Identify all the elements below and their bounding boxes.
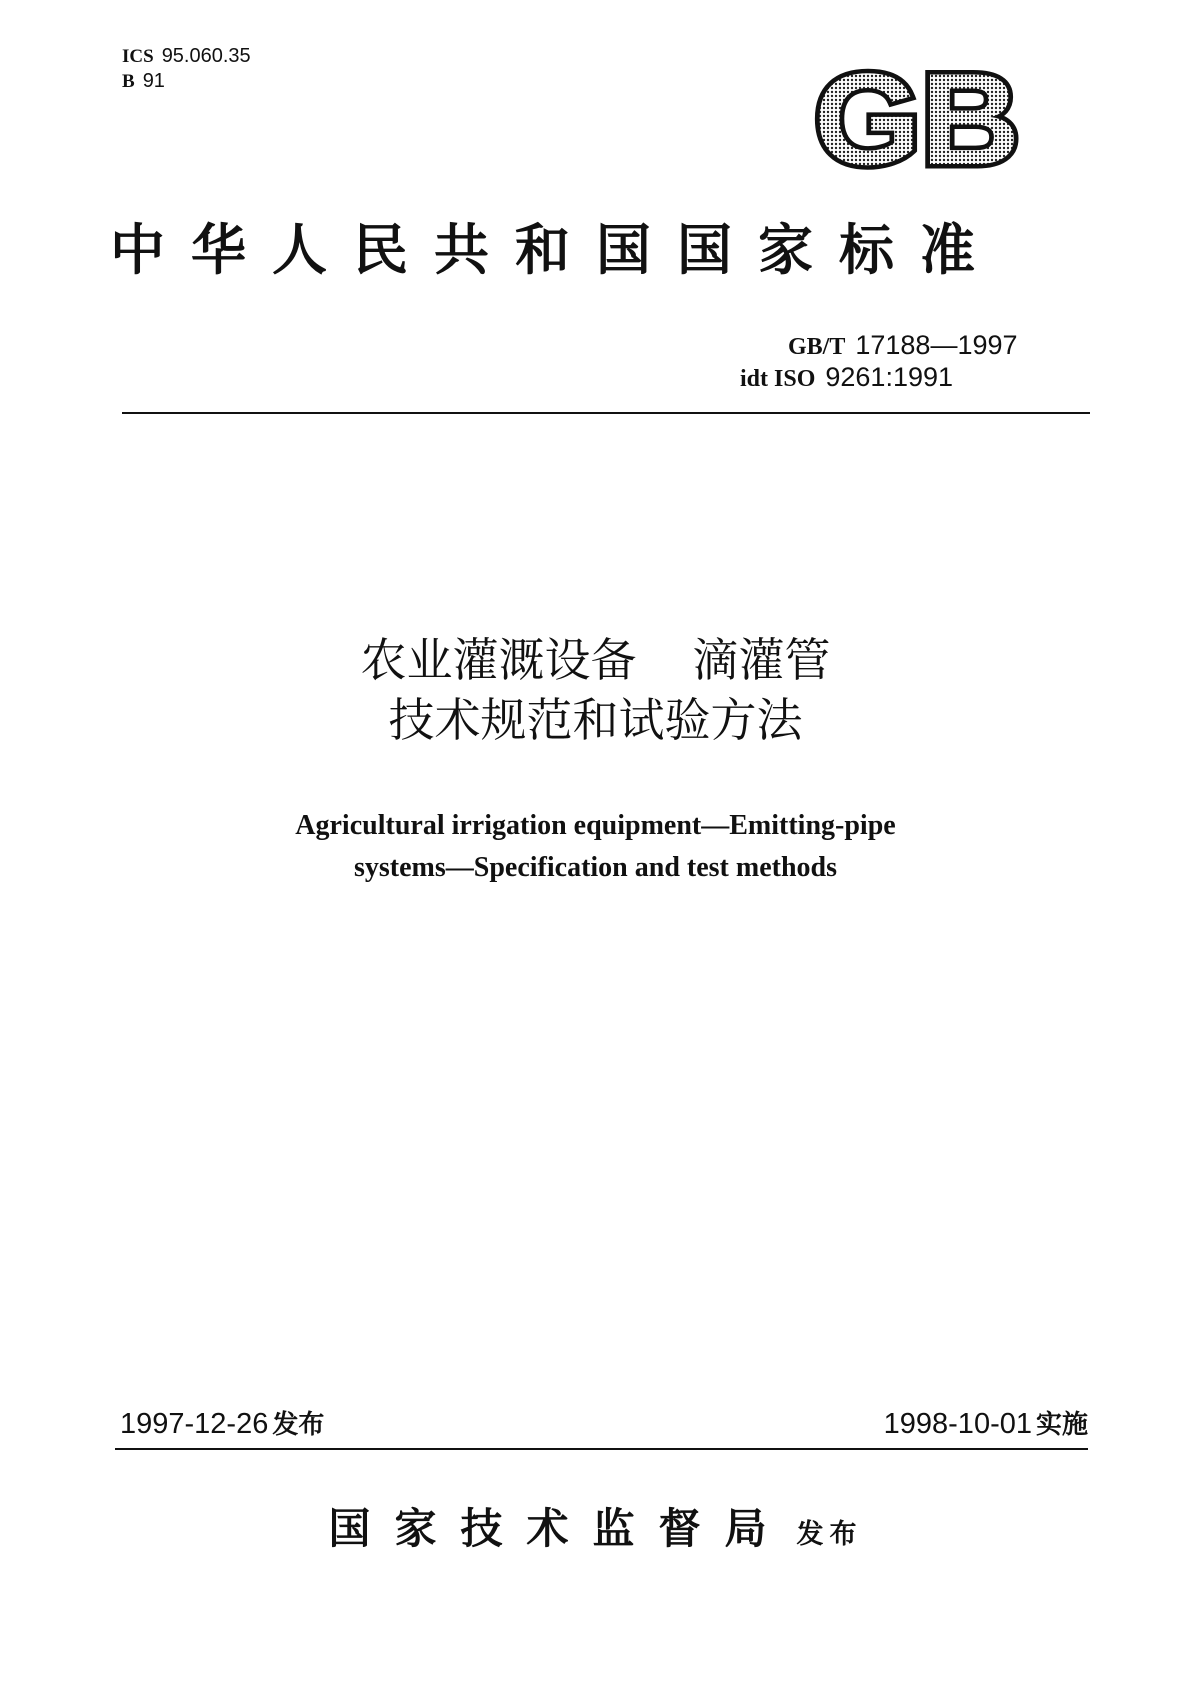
publisher-label: 发布 xyxy=(796,1519,863,1550)
english-title-line-1: Agricultural irrigation equipment—Emitting-pipe xyxy=(295,810,896,841)
ics-code-row xyxy=(122,44,251,69)
gb-logo xyxy=(810,58,1024,176)
ccs-value: 91 xyxy=(142,70,165,92)
chinese-title-part-2: 滴灌管 xyxy=(692,633,831,687)
effective-date-block xyxy=(884,1406,1088,1443)
issue-label: 发布 xyxy=(272,1410,325,1440)
standard-prefix: GB/T xyxy=(788,334,846,360)
national-standard-title: 中华人民共和国国家标准 xyxy=(110,217,1002,282)
issue-date-block xyxy=(120,1406,324,1443)
gb-logo-text: GB xyxy=(814,58,1020,176)
issue-date: 1997-12-26 xyxy=(120,1408,269,1440)
publisher-block xyxy=(0,1496,1191,1556)
header-divider xyxy=(122,412,1090,414)
publisher-name: 国家技术监督局 xyxy=(328,1504,791,1553)
ccs-label: B xyxy=(122,71,135,92)
standard-number: 17188—1997 xyxy=(855,330,1018,360)
chinese-title-line-2: 技术规范和试验方法 xyxy=(388,693,803,747)
standard-codes xyxy=(740,330,1018,394)
ccs-code-row xyxy=(122,69,251,94)
equivalent-standard-row xyxy=(740,362,1018,394)
classification-codes xyxy=(122,44,251,94)
effective-date: 1998-10-01 xyxy=(883,1408,1032,1440)
ics-value: 95.060.35 xyxy=(161,45,251,67)
effective-label: 实施 xyxy=(1035,1410,1088,1440)
chinese-title xyxy=(0,630,1191,750)
footer-divider xyxy=(115,1448,1088,1450)
english-title xyxy=(0,805,1191,889)
english-title-line-2: systems—Specification and test methods xyxy=(354,852,837,883)
equivalent-prefix: idt ISO xyxy=(740,366,816,392)
chinese-title-line-1 xyxy=(0,630,1191,690)
standard-number-row xyxy=(740,330,1018,362)
ics-label: ICS xyxy=(122,46,154,67)
equivalent-number: 9261:1991 xyxy=(825,362,954,392)
chinese-title-part-1: 农业灌溉设备 xyxy=(360,633,637,687)
